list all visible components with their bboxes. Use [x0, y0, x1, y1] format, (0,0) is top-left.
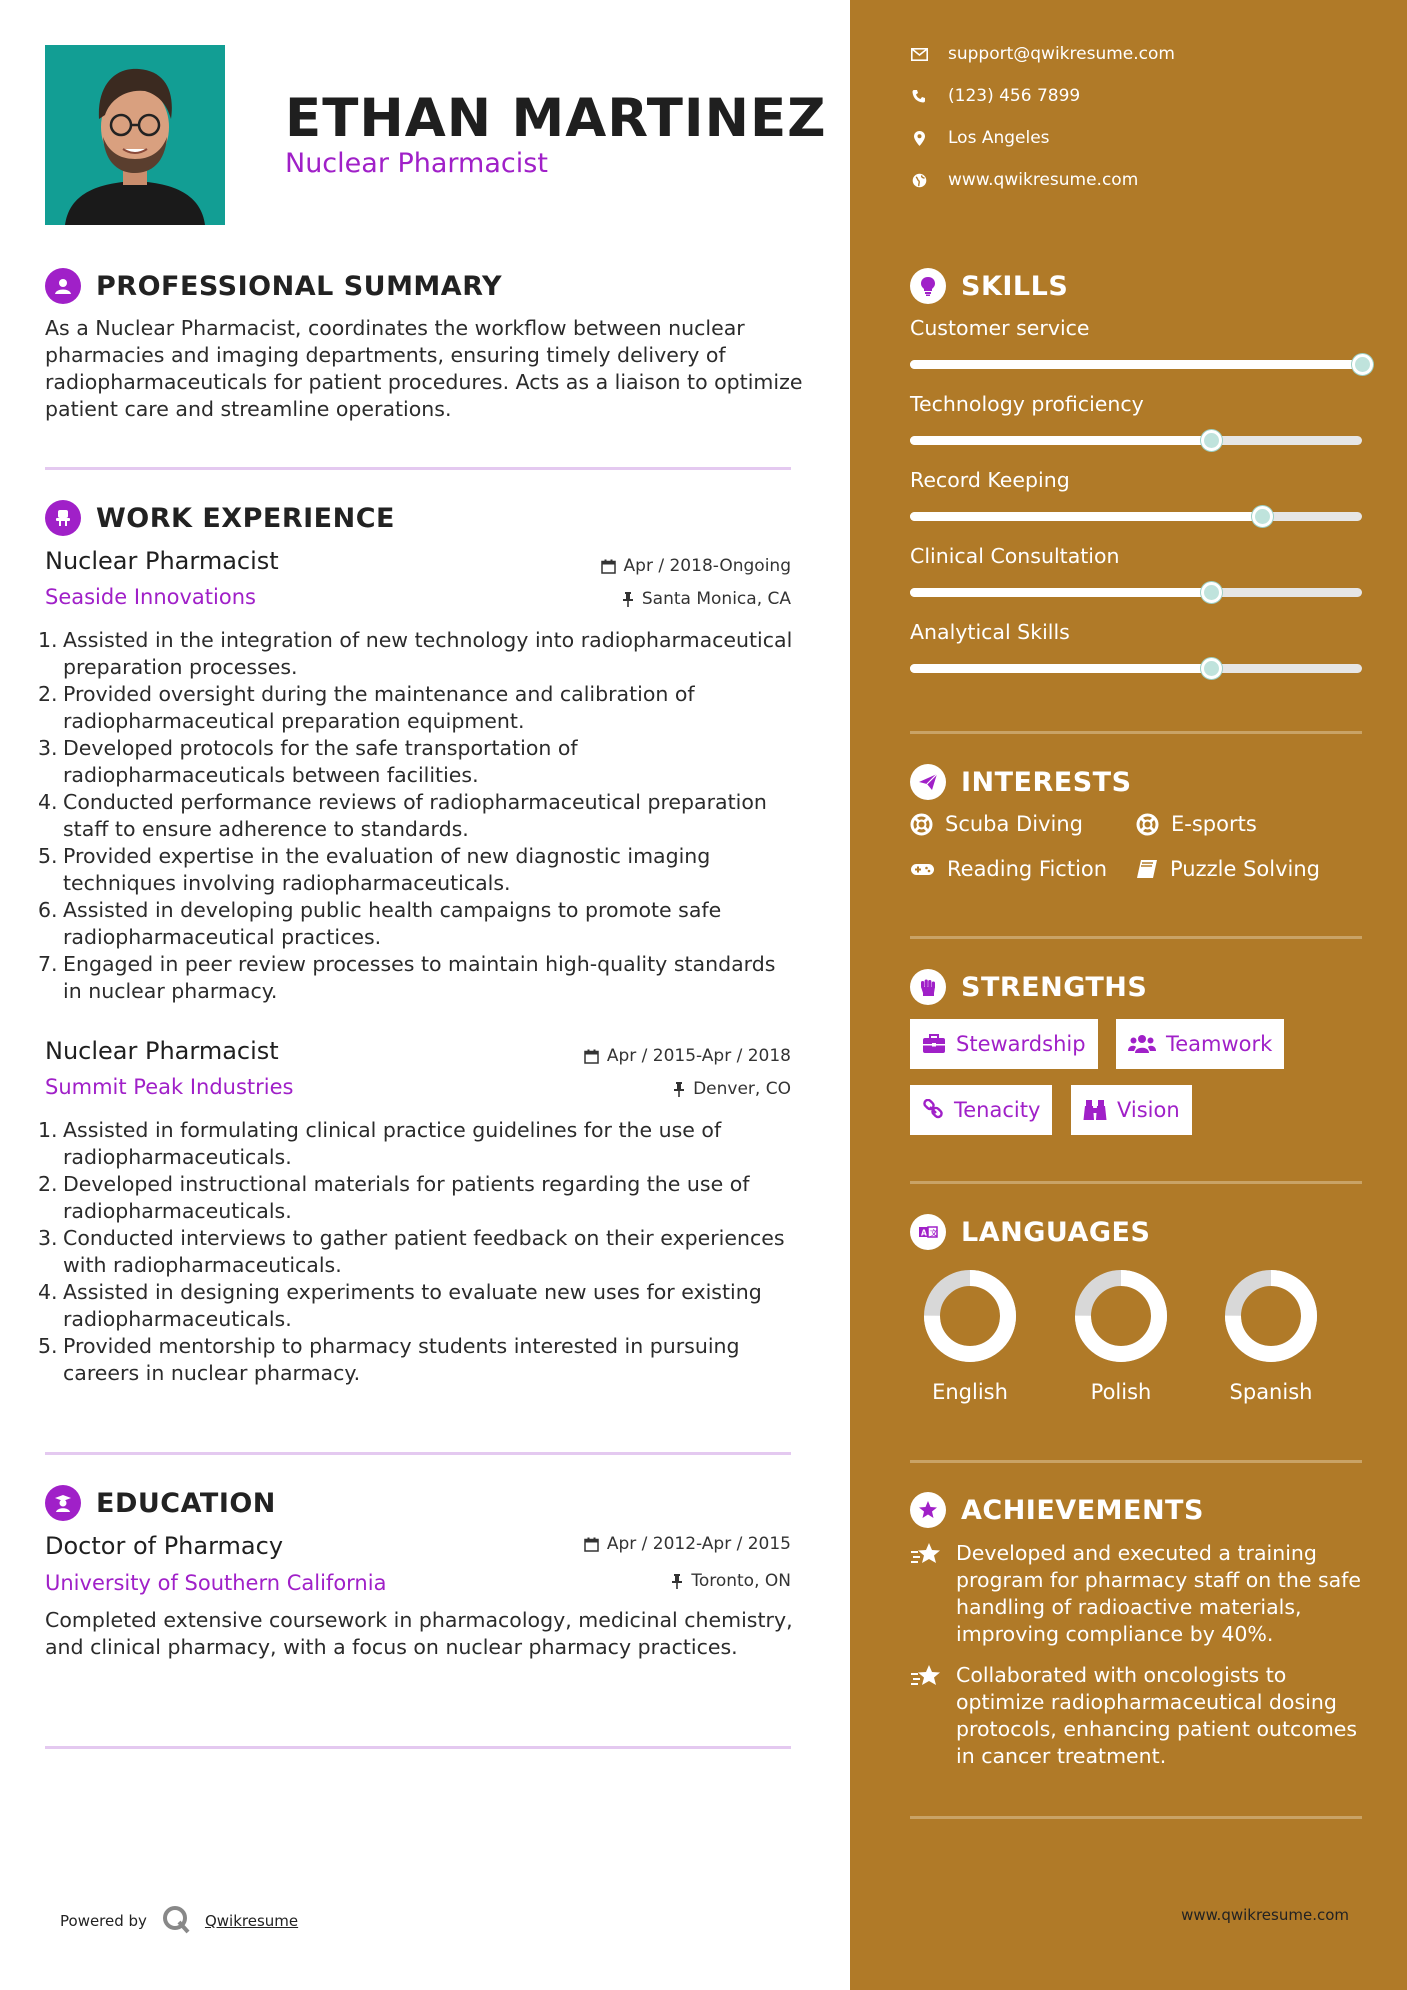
languages-heading-text: LANGUAGES	[961, 1216, 1151, 1248]
lifebuoy-icon	[1136, 813, 1159, 836]
duty-text: Conducted performance reviews of radiopharmaceutical preparation staff to ensure adherence to standards.	[63, 790, 767, 841]
skill-bar	[910, 360, 1362, 369]
job-location	[673, 1079, 791, 1099]
skill-bar-fill	[910, 512, 1262, 521]
lifebuoy-icon	[910, 813, 933, 836]
divider	[45, 1746, 791, 1749]
skill-level-knob	[1252, 506, 1273, 527]
languages-heading	[910, 1214, 1150, 1250]
duty-text: Provided mentorship to pharmacy students interested in pursuing careers in nuclear pharmacy.	[63, 1334, 740, 1385]
duty-text: Assisted in the integration of new technology into radiopharmaceutical preparation processes.	[63, 628, 793, 679]
divider	[45, 467, 791, 470]
degree-title: Doctor of Pharmacy	[45, 1532, 284, 1560]
duty-text: Assisted in developing public health campaigns to promote safe radiopharmaceutical practices.	[63, 898, 722, 949]
language-item	[1211, 1268, 1331, 1404]
summary-heading-text: PROFESSIONAL SUMMARY	[96, 270, 503, 302]
skill-level-knob	[1201, 430, 1222, 451]
envelope-icon	[911, 48, 928, 61]
skill-bar-fill	[910, 360, 1362, 369]
education-dates	[584, 1534, 791, 1554]
skill-bar	[910, 512, 1362, 521]
duty-item	[38, 681, 798, 735]
lightbulb-icon	[910, 268, 946, 304]
job-location-text: Santa Monica, CA	[641, 589, 791, 609]
job-location-text: Denver, CO	[693, 1079, 791, 1099]
duty-item	[38, 627, 798, 681]
language-level-ring	[922, 1268, 1018, 1364]
duty-number: 4.	[38, 790, 58, 814]
pin-icon	[673, 1082, 685, 1097]
interest-label: Puzzle Solving	[1170, 857, 1320, 881]
language-label: Spanish	[1229, 1380, 1313, 1404]
qwikresume-link[interactable]: Qwikresume	[204, 1912, 299, 1930]
language-label: Polish	[1090, 1380, 1152, 1404]
contact-phone-text: (123) 456 7899	[948, 86, 1081, 106]
skill-bar	[910, 436, 1362, 445]
duty-text: Developed instructional materials for patients regarding the use of radiopharmaceuticals.	[63, 1172, 750, 1223]
link-icon	[922, 1099, 944, 1121]
skill-label: Analytical Skills	[910, 620, 1070, 644]
job-dates	[584, 1046, 791, 1066]
shooting-star-icon	[910, 1664, 942, 1690]
duty-item	[38, 789, 798, 843]
translate-icon	[910, 1214, 946, 1250]
calendar-icon	[584, 1049, 599, 1064]
duty-item	[38, 1117, 798, 1171]
experience-heading	[45, 500, 395, 536]
job-dates	[601, 556, 791, 576]
powered-by-label: Powered by	[60, 1912, 147, 1930]
chair-icon	[45, 500, 81, 536]
user-icon	[45, 268, 81, 304]
achievements-heading	[910, 1492, 1204, 1528]
interest-label: Reading Fiction	[947, 857, 1108, 881]
duty-item	[38, 1171, 798, 1225]
strengths-heading-text: STRENGTHS	[961, 971, 1148, 1003]
strength-label: Vision	[1117, 1098, 1180, 1122]
strength-label: Stewardship	[956, 1032, 1086, 1056]
svg-text:文: 文	[930, 1228, 938, 1238]
divider	[910, 936, 1362, 939]
education-location-text: Toronto, ON	[691, 1571, 791, 1591]
duty-item	[38, 1225, 798, 1279]
achievement-item	[910, 1540, 1370, 1648]
language-item	[1061, 1268, 1181, 1404]
candidate-name: ETHAN MARTINEZ	[285, 88, 827, 149]
duty-number: 3.	[38, 736, 58, 760]
interest-label: Scuba Diving	[945, 812, 1083, 836]
duty-number: 2.	[38, 1172, 58, 1196]
job-company: Summit Peak Industries	[45, 1075, 294, 1099]
skill-level-knob	[1201, 658, 1222, 679]
duty-number: 6.	[38, 898, 58, 922]
skill-label: Customer service	[910, 316, 1090, 340]
svg-text:A: A	[921, 1228, 927, 1238]
job-dates-text: Apr / 2015-Apr / 2018	[606, 1046, 791, 1066]
achievement-text: Developed and executed a training program for pharmacy staff on the safe handling of radioactive materials, improving compliance by 40%.	[956, 1541, 1362, 1646]
phone-icon	[912, 89, 926, 103]
duty-item	[38, 897, 798, 951]
education-text: Completed extensive coursework in pharmacology, medicinal chemistry, and clinical pharmacy, with a focus on nuclear pharmacy practices.	[45, 1608, 793, 1659]
strength-chip	[910, 1085, 1052, 1135]
interest-label: E-sports	[1171, 812, 1257, 836]
graduate-icon	[45, 1485, 81, 1521]
skill-bar-fill	[910, 588, 1211, 597]
divider	[910, 1816, 1362, 1819]
contact-email-text: support@qwikresume.com	[948, 44, 1175, 64]
briefcase-icon	[922, 1034, 946, 1054]
education-dates-text: Apr / 2012-Apr / 2015	[606, 1534, 791, 1554]
strength-chip	[910, 1019, 1098, 1069]
job-duties-list	[38, 627, 798, 1005]
summary-text: As a Nuclear Pharmacist, coordinates the workflow between nuclear pharmacies and imaging departments, ensuring timely delivery of radiopharmaceuticals for patient procedures. Acts as a liaison to optimize patient care and streamline operations.	[45, 316, 803, 421]
gamepad-icon	[910, 861, 935, 878]
pin-icon	[622, 592, 634, 607]
skills-heading-text: SKILLS	[961, 270, 1069, 302]
education-heading	[45, 1485, 276, 1521]
duty-number: 3.	[38, 1226, 58, 1250]
strengths-heading	[910, 969, 1147, 1005]
footer-site-link[interactable]: www.qwikresume.com	[1181, 1906, 1349, 1924]
language-item	[910, 1268, 1030, 1404]
powered-by	[60, 1904, 298, 1938]
language-level-ring	[1073, 1268, 1169, 1364]
skill-bar-fill	[910, 664, 1211, 673]
achievements-heading-text: ACHIEVEMENTS	[961, 1494, 1204, 1526]
experience-heading-text: WORK EXPERIENCE	[96, 502, 395, 534]
duty-item	[38, 951, 798, 1005]
book-icon	[1136, 859, 1158, 879]
skill-bar	[910, 664, 1362, 673]
education-location	[671, 1571, 791, 1591]
interest-item	[1136, 812, 1257, 836]
duty-number: 4.	[38, 1280, 58, 1304]
language-level-ring	[1223, 1268, 1319, 1364]
globe-icon	[912, 173, 927, 188]
education-heading-text: EDUCATION	[96, 1487, 276, 1519]
duty-text: Conducted interviews to gather patient feedback on their experiences with radiopharmaceuticals.	[63, 1226, 785, 1277]
job-title: Nuclear Pharmacist	[45, 1037, 279, 1065]
contact-location-text: Los Angeles	[948, 128, 1050, 148]
duty-number: 5.	[38, 844, 58, 868]
contact-email	[910, 44, 1175, 64]
job-company: Seaside Innovations	[45, 585, 256, 609]
divider	[910, 1181, 1362, 1184]
divider	[910, 1460, 1362, 1463]
qwikresume-logo-icon	[161, 1904, 191, 1938]
skill-label: Clinical Consultation	[910, 544, 1120, 568]
duty-item	[38, 735, 798, 789]
interest-item	[1136, 857, 1320, 881]
achievement-item	[910, 1662, 1370, 1770]
job-title: Nuclear Pharmacist	[45, 547, 279, 575]
contact-website-link[interactable]: www.qwikresume.com	[948, 170, 1139, 190]
job-dates-text: Apr / 2018-Ongoing	[623, 556, 791, 576]
contact-location	[910, 128, 1050, 148]
sidebar	[850, 0, 1407, 1990]
map-marker-icon	[914, 131, 925, 146]
duty-text: Engaged in peer review processes to maintain high-quality standards in nuclear pharmacy.	[63, 952, 776, 1003]
job-location	[622, 589, 791, 609]
duty-item	[38, 843, 798, 897]
school-name: University of Southern California	[45, 1571, 387, 1595]
duty-text: Provided oversight during the maintenance and calibration of radiopharmaceutical preparation equipment.	[63, 682, 695, 733]
duty-number: 1.	[38, 628, 58, 652]
strength-label: Teamwork	[1166, 1032, 1273, 1056]
candidate-title: Nuclear Pharmacist	[285, 148, 548, 179]
interests-heading	[910, 764, 1132, 800]
profile-photo	[45, 45, 225, 225]
contact-website	[910, 170, 1138, 190]
star-badge-icon	[910, 1492, 946, 1528]
duty-text: Provided expertise in the evaluation of new diagnostic imaging techniques involving radiopharmaceuticals.	[63, 844, 711, 895]
duty-text: Developed protocols for the safe transportation of radiopharmaceuticals between facilities.	[63, 736, 578, 787]
divider	[910, 731, 1362, 734]
strength-label: Tenacity	[954, 1098, 1041, 1122]
users-icon	[1128, 1034, 1156, 1054]
duty-text: Assisted in formulating clinical practice guidelines for the use of radiopharmaceuticals.	[63, 1118, 722, 1169]
pin-icon	[671, 1574, 683, 1589]
strength-chip	[1116, 1019, 1284, 1069]
interest-item	[910, 812, 1083, 836]
calendar-icon	[601, 559, 616, 574]
contact-phone	[910, 86, 1080, 106]
duty-number: 7.	[38, 952, 58, 976]
interests-heading-text: INTERESTS	[961, 766, 1132, 798]
duty-number: 2.	[38, 682, 58, 706]
shooting-star-icon	[910, 1542, 942, 1568]
skill-level-knob	[1201, 582, 1222, 603]
summary-heading	[45, 268, 502, 304]
duty-number: 1.	[38, 1118, 58, 1142]
achievement-text: Collaborated with oncologists to optimize radiopharmaceutical dosing protocols, enhancing patient outcomes in cancer treatment.	[956, 1663, 1358, 1768]
calendar-icon	[584, 1537, 599, 1552]
duty-item	[38, 1333, 798, 1387]
language-label: English	[932, 1380, 1008, 1404]
fist-icon	[910, 969, 946, 1005]
duty-item	[38, 1279, 798, 1333]
divider	[45, 1452, 791, 1455]
skill-label: Record Keeping	[910, 468, 1070, 492]
duty-text: Assisted in designing experiments to evaluate new uses for existing radiopharmaceuticals.	[63, 1280, 762, 1331]
skill-label: Technology proficiency	[910, 392, 1144, 416]
skill-bar	[910, 588, 1362, 597]
strength-chip	[1071, 1085, 1192, 1135]
job-duties-list	[38, 1117, 798, 1387]
binoculars-icon	[1083, 1099, 1107, 1121]
duty-number: 5.	[38, 1334, 58, 1358]
interest-item	[910, 857, 1107, 881]
skill-bar-fill	[910, 436, 1211, 445]
skills-heading	[910, 268, 1068, 304]
paper-plane-icon	[910, 764, 946, 800]
skill-level-knob	[1352, 354, 1373, 375]
